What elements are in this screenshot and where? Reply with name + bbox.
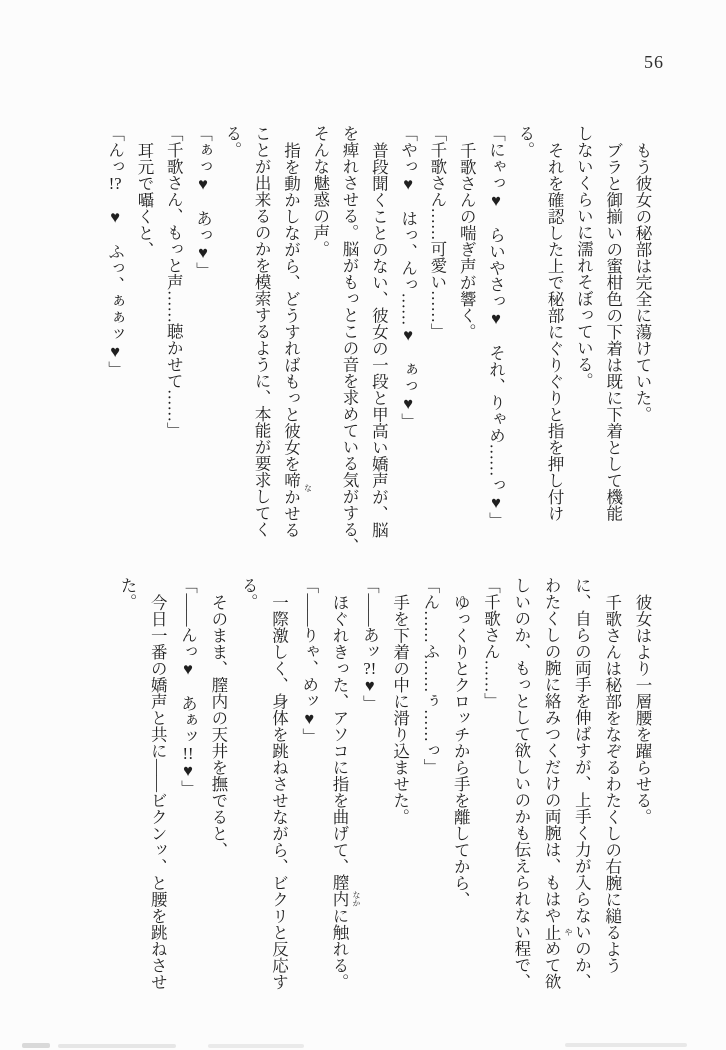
- text-column: しないくらいに濡れそぼっている。: [574, 125, 594, 389]
- text-column: に、自らの両手を伸ばすが、上手く力が入らないのか、: [572, 577, 592, 990]
- text-column: 手を下着の中に滑り込ませた。: [390, 593, 410, 825]
- scan-artifact-strip: [565, 1043, 687, 1047]
- text-column: 千歌さんの喘ぎ声が響く。: [457, 141, 477, 340]
- scan-artifact-strip: [208, 1044, 304, 1048]
- tate-chu-yoko: !!: [182, 744, 194, 761]
- text-column: ブラと御揃いの蜜柑色の下着は既に下着として機能: [603, 141, 623, 521]
- text-column: た。: [117, 577, 137, 610]
- text-column: 「千歌さん……可愛い……」: [427, 125, 447, 340]
- text-column: 彼女はより一層腰を躍らせる。: [633, 593, 652, 825]
- ruby-text: や: [564, 927, 574, 936]
- text-column: 「千歌さん……」: [481, 577, 501, 709]
- text-column: 今日一番の嬌声と共に――ビクンッ、と腰を跳ねさせ: [148, 593, 168, 990]
- text-column: る。: [222, 125, 242, 158]
- text-column: 指を動かしながら、どうすればもっと彼女を啼 な かせる: [281, 141, 313, 538]
- text-column: ほぐれきった、アソコに指を曲げて、膣内 なか に触れる。: [330, 593, 362, 990]
- text-column: もう彼女の秘部は完全に蕩けていた。: [633, 141, 652, 422]
- text-column: 普段聞くことのない、彼女の一段と甲高い嬌声が、脳: [369, 141, 389, 538]
- scan-artifact-strip: [58, 1044, 176, 1048]
- ruby-base: 啼 な: [281, 472, 300, 489]
- text-column: 「やっ♥ はっ、んっ……♥ ぁっ♥」: [398, 125, 418, 430]
- text-column: 一際激しく、身体を跳ねさせながら、ビクリと反応す: [269, 593, 289, 990]
- text-column: 「――んっ♥ あぁッ!!♥」: [178, 577, 198, 797]
- text-column: る。: [239, 577, 259, 610]
- text-column: ゆっくりとクロッチから手を離してから、: [451, 593, 471, 907]
- ruby-text: な: [303, 484, 313, 492]
- text-column: しいのか、もっとして欲しいのかも伝えられない程で、: [511, 577, 531, 990]
- scan-artifact-strip: [22, 1043, 50, 1048]
- text-column: 「にゃっ♥ らいやさっ♥ それ、りゃめ……っ♥」: [486, 125, 506, 529]
- ruby-base: 止 や: [542, 923, 574, 940]
- ruby-text: なか: [352, 890, 362, 907]
- text-column: 「ぁっ♥ あっ♥」: [193, 125, 213, 279]
- page-number: 56: [644, 52, 664, 72]
- text-column: そんな魅惑の声。: [310, 125, 330, 257]
- ruby-base: 膣内 なか: [330, 874, 362, 907]
- text-column: る。: [515, 125, 535, 158]
- tate-chu-yoko: !?: [108, 174, 122, 191]
- text-column: ことが出来るのかを模索するように、本能が要求してく: [252, 125, 272, 538]
- text-column: 「――あッ?!♥」: [360, 577, 380, 712]
- text-column: 「――りゃ、めッ♥」: [299, 577, 319, 745]
- upper-text-block: [99, 125, 657, 554]
- text-column: わたくしの腕に絡みつくだけの両腕は、もはや止 や めて欲: [542, 577, 574, 990]
- lower-text-block: [111, 577, 657, 999]
- text-column: そのまま、膣内の天井を撫でると、: [208, 593, 228, 858]
- text-column: 「ん……ふ……ぅ……っ」: [420, 577, 440, 775]
- text-column: 千歌さんは秘部をなぞるわたくしの右腕に縋るよう: [602, 593, 622, 973]
- text-column: 「んっ!? ♥ ふっ、ぁぁッ♥」: [105, 125, 125, 378]
- text-column: を痺れさせる。脳がもっとこの音を求めている気がする、: [340, 125, 360, 554]
- tate-chu-yoko: ?!: [363, 659, 377, 676]
- text-column: それを確認した上で秘部にぐりぐりと指を押し付け: [545, 141, 565, 521]
- text-column: 耳元で囁くと、: [134, 141, 154, 257]
- text-column: 「千歌さん、もっと声……聴かせて……」: [164, 125, 184, 439]
